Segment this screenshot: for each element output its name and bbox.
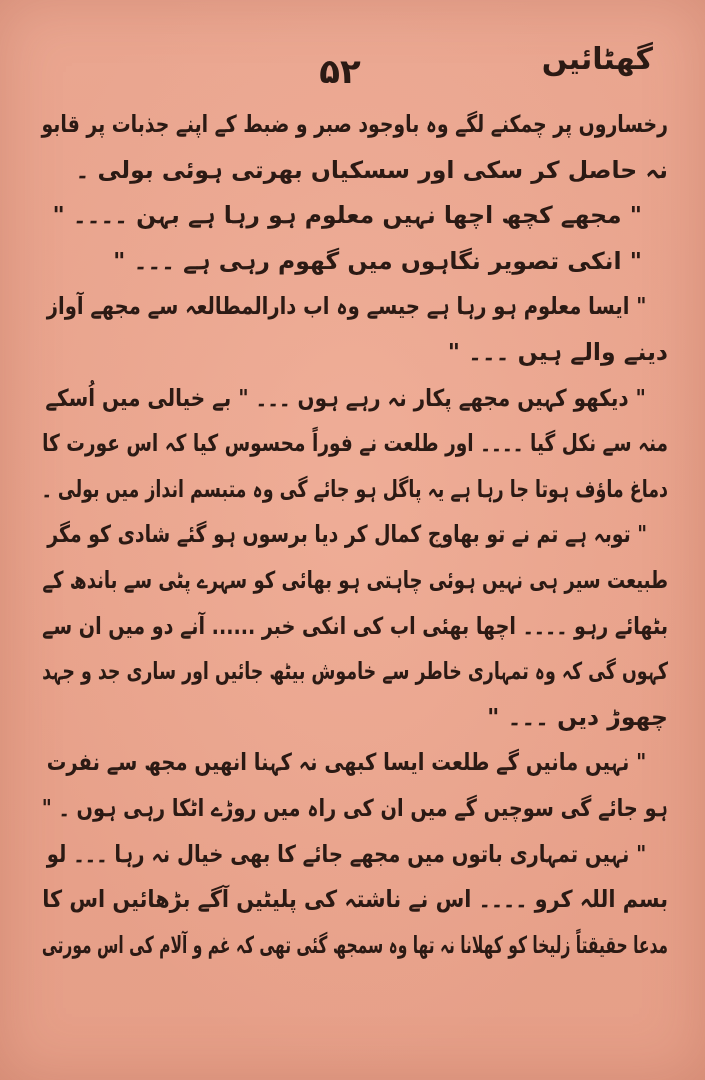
text-line: ہو جائے گی سوچیں گے میں ان کی راہ میں روڑے اٹکا رہی ہوں ۔ " bbox=[41, 793, 668, 822]
text-line: " دیکھو کہیں مجھے پکار نہ رہے ہوں ۔۔۔ " بے خیالی میں اُسکے bbox=[45, 383, 646, 412]
text-line: " مجھے کچھ اچھا نہیں معلوم ہو رہا ہے بہن ۔۔۔۔ " bbox=[52, 201, 642, 230]
text-line: مدعا حقیقتاً زلیخا کو کھلانا نہ تھا وہ سمجھ گئی تھی کہ غم و آلام کی اس مورتی bbox=[41, 930, 668, 959]
text-line: طبیعت سیر ہی نہیں ہوئی چاہتی ہو بھائی کو سہرے پٹی سے باندھ کے bbox=[42, 565, 669, 594]
text-line: منہ سے نکل گیا ۔۔۔۔ اور طلعت نے فوراً محسوس کیا کہ اس عورت کا bbox=[42, 429, 668, 458]
text-line: " انکی تصویر نگاہوں میں گھوم رہی ہے ۔۔۔ " bbox=[113, 246, 642, 275]
text-line: بٹھائے رہو ۔۔۔۔ اچھا بھئی اب کی انکی خبر ...... آنے دو میں ان سے bbox=[42, 611, 668, 640]
text-line: بسم اللہ کرو ۔۔۔۔ اس نے ناشتہ کی پلیٹیں آگے بڑھائیں اس کا bbox=[42, 885, 669, 914]
text-line: " نہیں تمہاری باتوں میں مجھے جائے کا بھی خیال نہ رہا ۔۔۔ لو bbox=[46, 839, 647, 868]
text-line: " توبہ ہے تم نے تو بھاوج کمال کر دیا برسوں ہو گئے شادی کو مگر bbox=[47, 520, 648, 549]
text-line: دماغ ماؤف ہوتا جا رہا ہے یہ پاگل ہو جائے گی وہ متبسم انداز میں بولی ۔ bbox=[41, 474, 669, 503]
text-line: رخساروں پر چمکنے لگے وہ باوجود صبر و ضبط کے اپنے جذبات پر قابو bbox=[41, 110, 668, 138]
body-text bbox=[42, 102, 668, 968]
text-line: " نہیں مانیں گے طلعت ایسا کبھی نہ کہنا انھیں مجھ سے نفرت bbox=[46, 748, 647, 777]
page-number: ۵۲ bbox=[319, 52, 361, 92]
text-line: نہ حاصل کر سکی اور سسکیاں بھرتی ہوئی بولی ۔ bbox=[75, 155, 668, 184]
running-header-title: گھٹائیں bbox=[541, 42, 653, 77]
text-line: دینے والے ہیں ۔۔۔ " bbox=[447, 337, 668, 366]
text-line: " ایسا معلوم ہو رہا ہے جیسے وہ اب دارالمطالعہ سے مجھے آواز bbox=[46, 292, 647, 321]
text-line: کہوں گی کہ وہ تمہاری خاطر سے خاموش بیٹھ جائیں اور ساری جد و جہد bbox=[42, 657, 668, 686]
text-line: چھوڑ دیں ۔۔۔ " bbox=[487, 702, 668, 731]
